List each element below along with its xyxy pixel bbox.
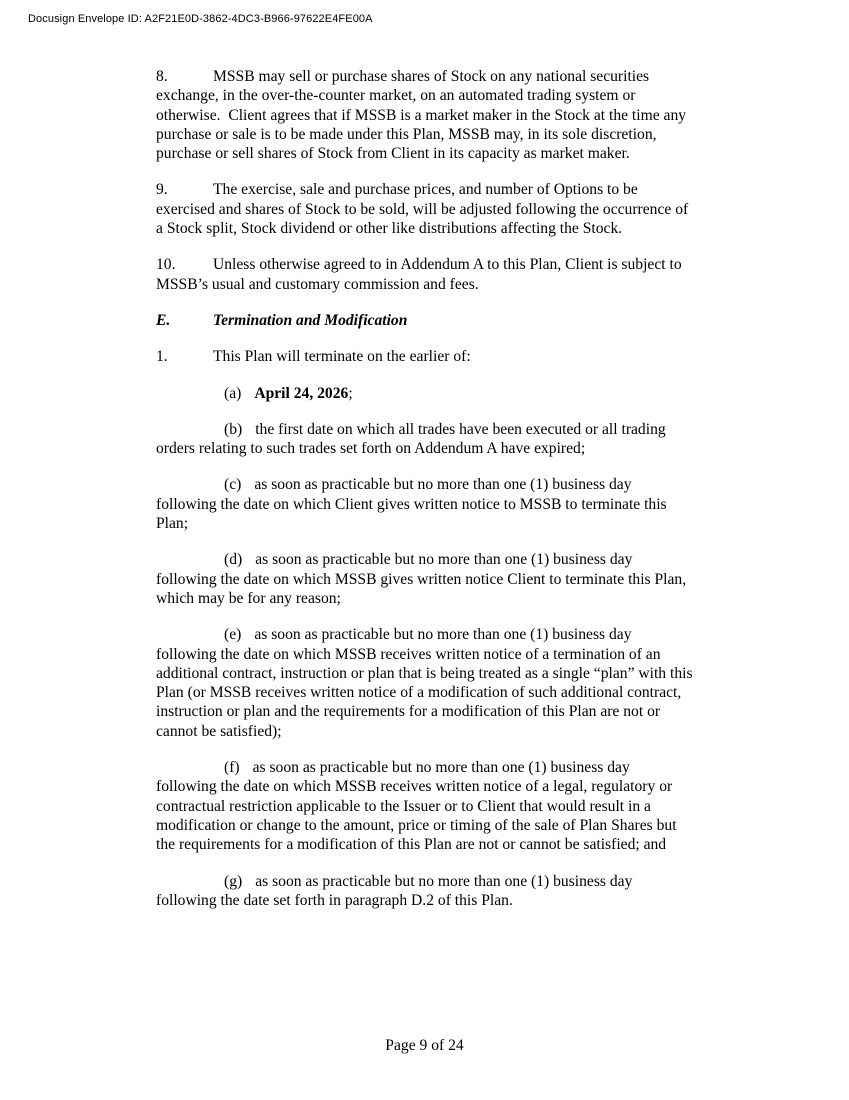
paragraph-label: 9. xyxy=(156,181,168,199)
paragraph-text: as soon as practicable but no more than one (1) business day following the date on which MSSB gives written notice Client to terminate this Plan, which may be for any reason; xyxy=(156,551,687,607)
subparagraph-g xyxy=(156,872,694,911)
paragraph-text: The exercise, sale and purchase prices, and number of Options to be exercised and shares of Stock to be sold, will be adjusted following the occurrence of a Stock split, Stock dividend or other like distributions affecting the Stock. xyxy=(156,181,689,238)
subparagraph-f xyxy=(156,758,694,854)
paragraph-label: (e) xyxy=(224,626,242,644)
paragraph-label: (a) xyxy=(224,384,242,402)
paragraph-text: the first date on which all trades have been executed or all trading orders relating to such trades set forth on Addendum A have expired; xyxy=(156,420,666,458)
paragraph-label: (g) xyxy=(224,872,243,890)
paragraph-text: as soon as practicable but no more than one (1) business day following the date on which Client gives written notice to MSSB to terminate this Plan; xyxy=(156,476,667,533)
paragraph-label: 8. xyxy=(156,68,168,85)
section-e-heading xyxy=(156,311,694,330)
page-number: Page 9 of 24 xyxy=(385,1037,464,1054)
paragraph-8 xyxy=(156,67,694,163)
paragraph-text: Unless otherwise agreed to in Addendum A to this Plan, Client is subject to MSSB’s usual and customary commission and fees. xyxy=(156,256,682,293)
paragraph-9 xyxy=(156,180,694,238)
paragraph-text: as soon as practicable but no more than one (1) business day following the date on which MSSB receives written notice of a termination of an additional contract, instruction or plan that is being treated as a single “plan” with this Plan (or MSSB receives written notice of a modification of such additional contract, instruction or plan and the requirements for a modification of this Plan are not or cannot be satisfied); xyxy=(156,626,693,740)
subparagraph-c xyxy=(156,475,694,533)
paragraph-text: Termination and Modification xyxy=(213,311,408,329)
paragraph-label: (c) xyxy=(224,476,242,494)
paragraph-text: as soon as practicable but no more than one (1) business day following the date on which MSSB receives written notice of a legal, regulatory or contractual restriction applicable to the Issuer or to Client that would result in a modification or change to the amount, price or timing of the sale of Plan Shares but the requirements for a modification of this Plan are not or cannot be satisfied; and xyxy=(156,759,677,854)
paragraph-label: (b) xyxy=(224,420,243,438)
paragraph-label: (f) xyxy=(224,759,240,777)
paragraph-text: as soon as practicable but no more than one (1) business day following the date set forth in paragraph D.2 of this Plan. xyxy=(156,872,633,909)
paragraph-10 xyxy=(156,255,694,294)
paragraph-e-1 xyxy=(156,347,694,366)
subparagraph-a xyxy=(156,384,694,403)
paragraph-label: 10. xyxy=(156,256,176,274)
docusign-envelope-id: Docusign Envelope ID: A2F21E0D-3862-4DC3-B966-97622E4FE00A xyxy=(28,13,373,25)
paragraph-text: MSSB may sell or purchase shares of Stock on any national securities exchange, in the over-the-counter market, on an automated trading system or otherwise. Client agrees that if MSSB is a market maker in the Stock at the time any purchase or sale is to be made under this Plan, MSSB may, in its sole discretion, purchase or sell shares of Stock from Client in its capacity as market maker. xyxy=(156,68,687,163)
subparagraph-e xyxy=(156,625,694,741)
subparagraph-b xyxy=(156,420,694,459)
subparagraph-d xyxy=(156,550,694,608)
document-body xyxy=(156,67,694,927)
paragraph-label: E. xyxy=(156,311,171,329)
paragraph-text: April 24, 2026; xyxy=(254,384,353,402)
paragraph-label: 1. xyxy=(156,348,168,366)
paragraph-text: This Plan will terminate on the earlier of: xyxy=(213,348,471,366)
paragraph-label: (d) xyxy=(224,551,243,569)
